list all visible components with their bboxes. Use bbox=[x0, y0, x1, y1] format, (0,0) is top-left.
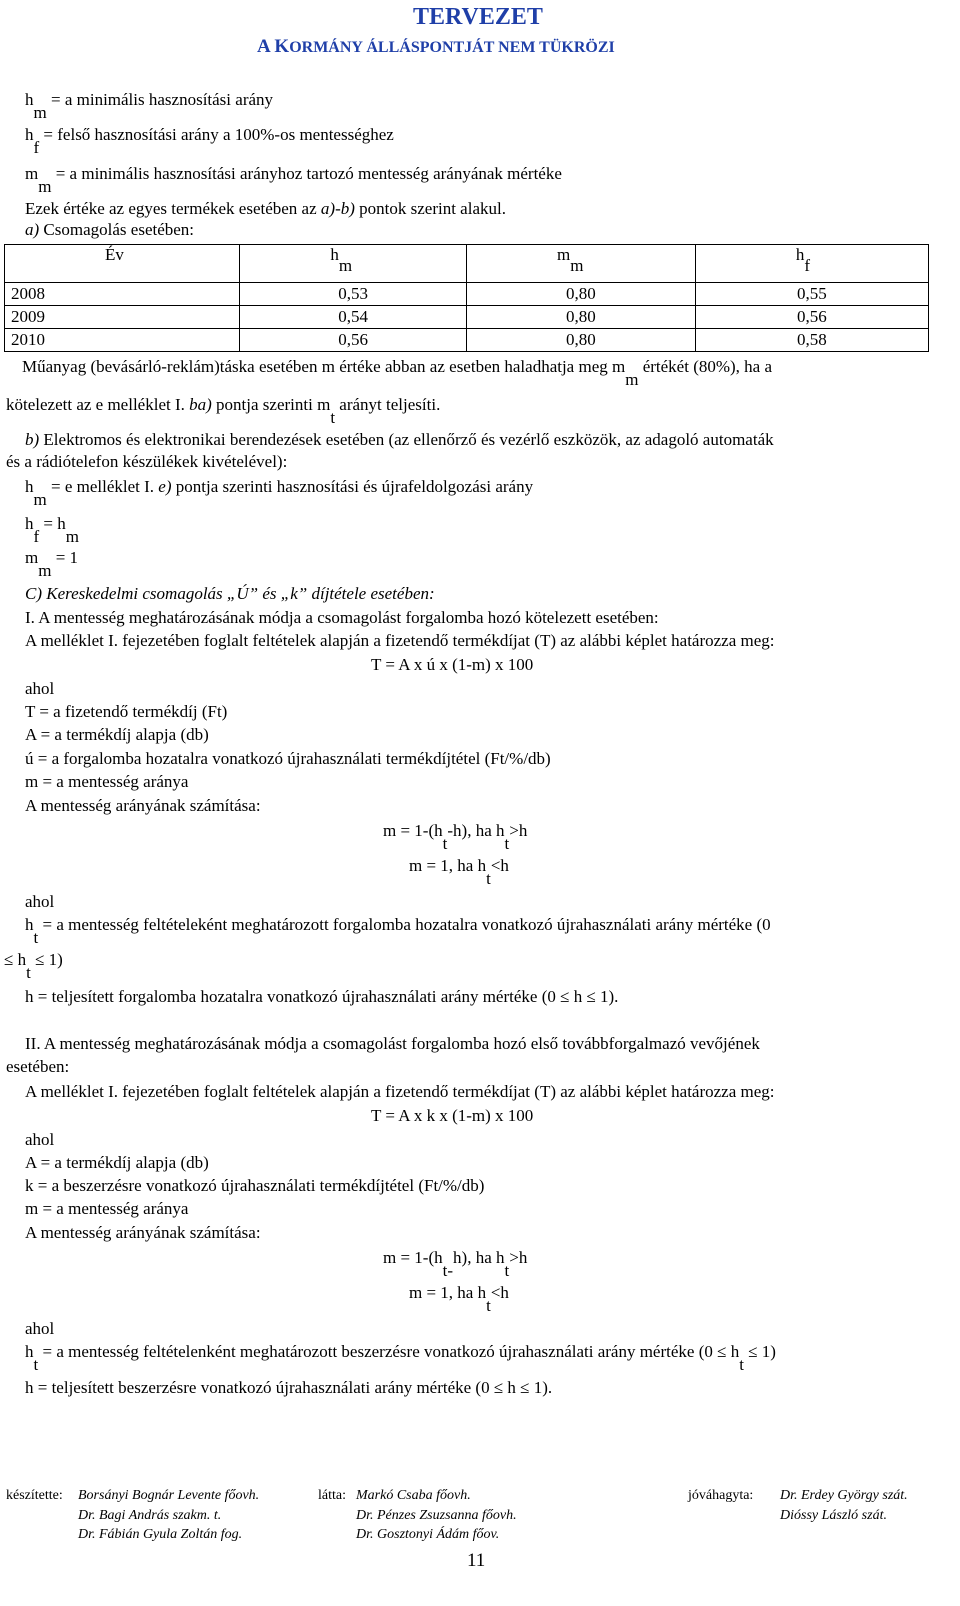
def-h: h = teljesített forgalomba hozatalra vonatkozó újrahasználati arány mértéke (0 ≤ h ≤ 1). bbox=[25, 987, 619, 1006]
footer-seen-3: Dr. Gosztonyi Ádám főov. bbox=[356, 1527, 500, 1542]
def-a-2: A = a termékdíj alapja (db) bbox=[25, 1153, 209, 1172]
calc-heading: A mentesség arányának számítása: bbox=[25, 796, 261, 815]
cell-value: 0,53 bbox=[240, 283, 467, 306]
section-c-ii1: II. A mentesség meghatározásának módja a csomagolást forgalomba hozó első továbbforgalmazó vevőjének bbox=[25, 1034, 760, 1053]
def-note: Ezek értéke az egyes termékek esetében az a)-b) pontok szerint alakul. bbox=[25, 199, 506, 218]
ahol-4: ahol bbox=[25, 1319, 55, 1338]
def-hm: hm = a minimális hasznosítási arány bbox=[25, 90, 274, 122]
def-hf: hf = felső hasznosítási arány a 100%-os mentességhez bbox=[25, 125, 394, 157]
ahol-2: ahol bbox=[25, 892, 55, 911]
col-hm: hm bbox=[240, 245, 467, 283]
def-t: T = a fizetendő termékdíj (Ft) bbox=[25, 702, 228, 721]
footer-approved-label: jóváhagyta: bbox=[688, 1488, 754, 1503]
draft-subtitle bbox=[257, 36, 615, 58]
calc-heading-2: A mentesség arányának számítása: bbox=[25, 1223, 261, 1242]
section-b-hf: hf = hm bbox=[25, 514, 79, 546]
formula-m-1: m = 1-(ht-h), ha ht>h bbox=[383, 821, 528, 853]
footer-seen-1: Markó Csaba főovh. bbox=[356, 1488, 471, 1503]
section-c-ii2: esetében: bbox=[6, 1057, 70, 1076]
col-ev: Év bbox=[5, 245, 240, 283]
def-a: A = a termékdíj alapja (db) bbox=[25, 725, 209, 744]
def-mm: mm = a minimális hasznosítási arányhoz tartozó mentesség arányának mértéke bbox=[25, 164, 562, 196]
draft-title: TERVEZET bbox=[413, 4, 543, 30]
section-a-heading: a) Csomagolás esetében: bbox=[25, 220, 195, 239]
subtitle-lead: A K bbox=[257, 36, 290, 57]
col-mm: mm bbox=[466, 245, 695, 283]
footer-approved-2: Dióssy László szát. bbox=[780, 1508, 887, 1523]
def-ht: ht = a mentesség feltételeként meghatározott forgalomba hozatalra vonatkozó újrahasználati arány mértéke (0 bbox=[25, 915, 771, 947]
def-ht-range: ≤ ht ≤ 1) bbox=[4, 950, 63, 982]
cell-value: 0,56 bbox=[240, 329, 467, 352]
def-m-2: m = a mentesség aránya bbox=[25, 1199, 189, 1218]
cell-value: 0,80 bbox=[466, 329, 695, 352]
table-row bbox=[5, 329, 929, 352]
def-h-2: h = teljesített beszerzésre vonatkozó újrahasználati arány mértéke (0 ≤ h ≤ 1). bbox=[25, 1378, 553, 1397]
footer-prepared-1: Borsányi Bognár Levente főovh. bbox=[78, 1488, 260, 1503]
section-b-hm: hm = e melléklet I. e) pontja szerinti hasznosítási és újrafeldolgozási arány bbox=[25, 477, 534, 509]
formula-t-k: T = A x k x (1-m) x 100 bbox=[371, 1106, 534, 1125]
cell-value: 0,80 bbox=[466, 283, 695, 306]
footer-prepared-label: készítette: bbox=[6, 1488, 63, 1503]
def-ht-2: ht = a mentesség feltételenként meghatározott beszerzésre vonatkozó újrahasználati arány mértéke (0 ≤ ht ≤ 1) bbox=[25, 1342, 776, 1374]
section-c-i1: I. A mentesség meghatározásának módja a csomagolást forgalomba hozó kötelezett esetében: bbox=[25, 608, 659, 627]
formula-m-3: m = 1-(ht-h), ha ht>h bbox=[383, 1248, 528, 1280]
table-row bbox=[5, 306, 929, 329]
note-line-2: kötelezett az e melléklet I. ba) pontja szerinti mt arányt teljesíti. bbox=[6, 395, 441, 427]
rates-table bbox=[4, 244, 929, 352]
footer-prepared-3: Dr. Fábián Gyula Zoltán fog. bbox=[78, 1527, 243, 1542]
footer-seen-2: Dr. Pénzes Zsuzsanna főovh. bbox=[356, 1508, 517, 1523]
subtitle-rest: ORMÁNY ÁLLÁSPONTJÁT NEM TÜKRÖZI bbox=[289, 39, 615, 56]
cell-value: 0,80 bbox=[466, 306, 695, 329]
formula-m-2: m = 1, ha ht<h bbox=[409, 856, 509, 888]
col-hf: hf bbox=[695, 245, 928, 283]
cell-value: 0,55 bbox=[695, 283, 928, 306]
note-line-1: Műanyag (bevásárló-reklám)táska esetében m értéke abban az esetben haladhatja meg mm értékét (80%), ha a bbox=[22, 357, 773, 389]
cell-year: 2009 bbox=[5, 306, 240, 329]
def-k: k = a beszerzésre vonatkozó újrahasználati termékdíjtétel (Ft/%/db) bbox=[25, 1176, 485, 1195]
cell-year: 2008 bbox=[5, 283, 240, 306]
cell-value: 0,56 bbox=[695, 306, 928, 329]
ahol-1: ahol bbox=[25, 679, 55, 698]
page-number: 11 bbox=[467, 1550, 486, 1571]
formula-m-4: m = 1, ha ht<h bbox=[409, 1283, 509, 1315]
ahol-3: ahol bbox=[25, 1130, 55, 1149]
section-c-ii3: A melléklet I. fejezetében foglalt feltételek alapján a fizetendő termékdíjat (T) az alábbi képlet határozza meg: bbox=[25, 1082, 775, 1101]
def-m: m = a mentesség aránya bbox=[25, 772, 189, 791]
def-u: ú = a forgalomba hozatalra vonatkozó újrahasználati termékdíjtétel (Ft/%/db) bbox=[25, 749, 551, 768]
section-b-mm: mm = 1 bbox=[25, 548, 79, 580]
cell-value: 0,58 bbox=[695, 329, 928, 352]
section-b-line-2: és a rádiótelefon készülékek kivételével): bbox=[6, 452, 288, 471]
cell-value: 0,54 bbox=[240, 306, 467, 329]
section-c-title: C) Kereskedelmi csomagolás „Ú” és „k” díjtétele esetében: bbox=[25, 584, 435, 603]
footer-seen-label: látta: bbox=[318, 1488, 346, 1503]
footer-approved-1: Dr. Erdey György szát. bbox=[780, 1488, 908, 1503]
footer-prepared-2: Dr. Bagi András szakm. t. bbox=[78, 1508, 222, 1523]
table-header-row bbox=[5, 245, 929, 283]
formula-t-u: T = A x ú x (1-m) x 100 bbox=[371, 655, 534, 674]
cell-year: 2010 bbox=[5, 329, 240, 352]
table-row bbox=[5, 283, 929, 306]
section-b-line-1: b) Elektromos és elektronikai berendezések esetében (az ellenőrző és vezérlő eszközök, az adagoló automaták bbox=[25, 430, 774, 449]
section-c-i2: A melléklet I. fejezetében foglalt feltételek alapján a fizetendő termékdíjat (T) az alábbi képlet határozza meg: bbox=[25, 631, 775, 650]
